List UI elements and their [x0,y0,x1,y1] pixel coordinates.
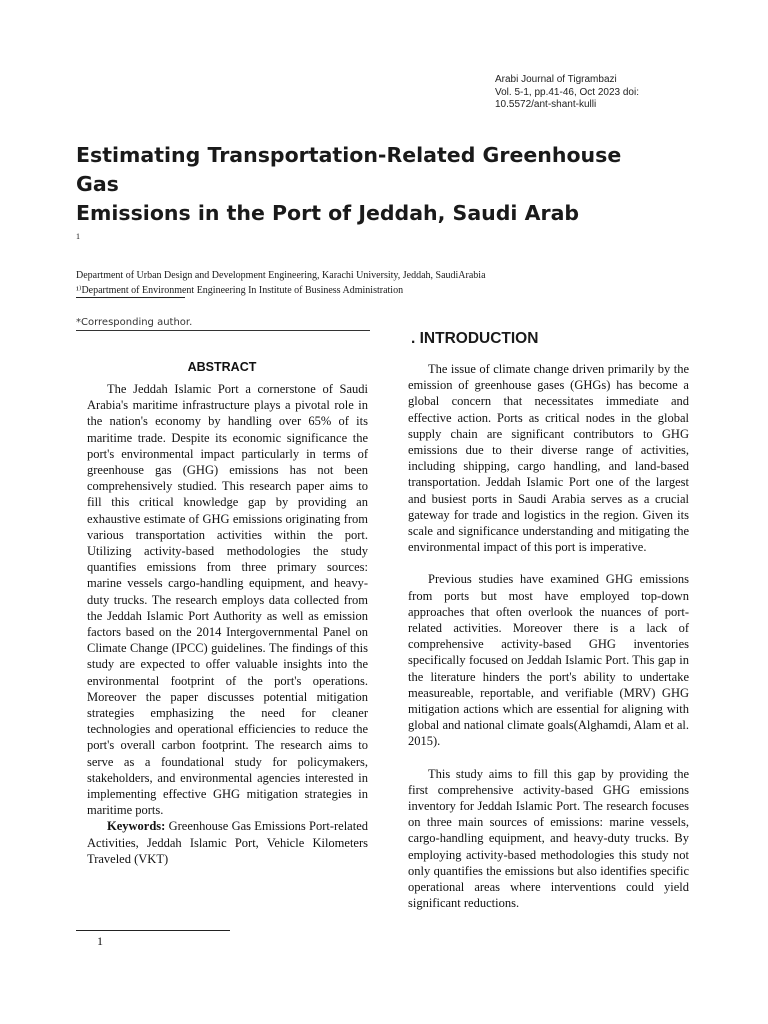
affiliation-underline [76,297,185,298]
abstract-column [87,381,368,867]
introduction-column [408,361,689,912]
keywords-label: Keywords: [107,819,166,834]
abstract-text: The Jeddah Islamic Port a cornerstone of Saudi Arabia's maritime infrastructure plays a pivotal role in the nation's economy by handling over 65% of its maritime trade. Despite its economic significance the port's environmental impact particularly in terms of greenhouse gas (GHG) emissions has not been comprehensively studied. This research paper aims to fill this critical knowledge gap by providing an exhaustive estimate of GHG emissions originating from various transportation activities within the port. Utilizing activity-based methodologies the study quantifies emissions from three primary sources: marine vessels cargo-handling equipment, and heavy-duty trucks. The research employs data collected from the Jeddah Islamic Port Authority as well as emission factors based on the 2014 Intergovernmental Panel on Climate Change (IPCC) guidelines. The findings of this study are expected to offer valuable insights into the environmental footprint of the port's operations. Moreover the paper discusses potential mitigation strategies emphasizing the need for cleaner technologies and operational efficiencies to reduce the port's overall carbon footprint. The research aims to serve as a foundational study for policymakers, stakeholders, and environmental agencies interested in implementing effective GHG mitigation strategies in maritime ports. [87,382,368,818]
title-line-3: Emissions in the Port of Jeddah, Saudi Arab [76,201,580,225]
author-superscript: 1 [76,232,80,241]
page-number: 1 [97,934,103,948]
keywords-text: Greenhouse Gas Emissions Port-related Activities, Jeddah Islamic Port, Vehicle Kilometers Traveled (VKT) [87,819,368,866]
journal-doi: 10.5572/ant-shant-kulli [495,99,597,110]
intro-paragraph-3: This study aims to fill this gap by providing the first comprehensive activity-based GHG emissions inventory for Jeddah Islamic Port. The research focuses on three main sources of emissions: marine vessels, cargo-handling equipment, and heavy-duty trucks. By employing activity-based methodologies this study not only quantifies the emissions but also identifies specific operational areas where interventions could yield significant reductions. [408,766,689,911]
corresponding-divider [76,330,370,331]
abstract-heading: ABSTRACT [187,360,257,374]
keywords [87,818,368,867]
intro-paragraph-1: The issue of climate change driven primarily by the emission of greenhouse gases (GHGs) has become a global concern that necessitates immediate and effective action. Ports as critical nodes in the global supply chain are significant contributors to GHG emissions due to their diverse range of activities, including shipping, cargo handling, and land-based transportation. Jeddah Islamic Port one of the largest and busiest ports in Saudi Arabia serves as a crucial gateway for trade and logistics in the region. Given its scale and significance understanding and mitigating the environmental impact of this port is imperative. [408,362,689,555]
corresponding-author: *Corresponding author. [76,317,193,328]
title-line-1: Estimating Transportation-Related Greenhouse [76,143,622,167]
paper-title [76,141,716,228]
affiliation-1: Department of Urban Design and Development Engineering, Karachi University, Jeddah, SaudiArabia [76,270,486,281]
journal-info [495,74,725,112]
journal-volume: Vol. 5-1, pp.41-46, Oct 2023 doi: [495,86,639,98]
affiliation-2: ¹⁾Department of Environment Engineering In Institute of Business Administration [76,284,404,296]
title-line-2: Gas [76,172,119,196]
affiliations [76,269,596,298]
footnote-divider [76,930,230,931]
introduction-heading: . INTRODUCTION [411,330,539,347]
journal-name: Arabi Journal of Tigrambazi [495,74,617,85]
intro-paragraph-2: Previous studies have examined GHG emissions from ports but most have employed top-down approaches that often overlook the nuances of port-related activities. Moreover there is a lack of comprehensive activity-based GHG inventories specifically focused on Jeddah Islamic Port. This gap in the literature hinders the port's ability to undertake measureable, reportable, and verifiable (MRV) GHG mitigation actions which are essential for aligning with global and national climate goals(Alghamdi, Alam et al. 2015). [408,572,689,749]
